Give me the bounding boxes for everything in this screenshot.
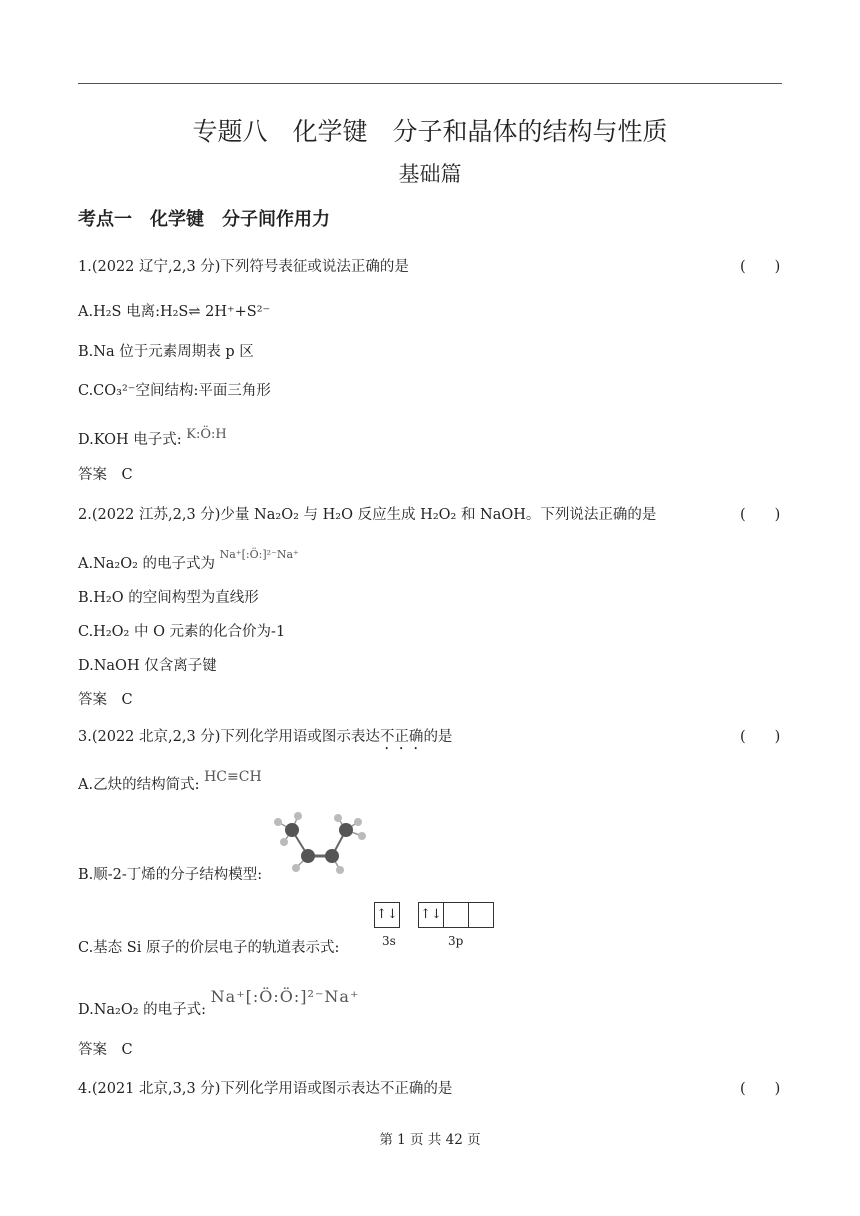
- q3-option-a-label: A.乙炔的结构简式:: [78, 777, 200, 793]
- q3-answer: 答案 C: [78, 1042, 133, 1058]
- q3-stem-pre: 3.(2022 北京,2,3 分)下列化学用语或图示表达: [78, 729, 380, 745]
- q3-option-b: B.顺-2-丁烯的分子结构模型:: [78, 867, 263, 883]
- page-footer: 第 1 页 共 42 页: [379, 1132, 481, 1148]
- q3-option-a: [78, 769, 262, 794]
- orbital-3s-label: 3s: [382, 934, 396, 948]
- q2-stem: 2.(2022 江苏,2,3 分)少量 Na₂O₂ 与 H₂O 反应生成 H₂O₂ 和 NaOH。下列说法正确的是: [78, 507, 657, 523]
- orbital-3p-box-2: [443, 902, 469, 928]
- q2-answer-paren: ( ): [740, 507, 781, 523]
- cis-2-butene-model: [268, 812, 368, 878]
- q1-option-d-label: D.KOH 电子式:: [78, 432, 182, 448]
- page-title: 专题八 化学键 分子和晶体的结构与性质: [192, 117, 668, 146]
- q2-option-c: C.H₂O₂ 中 O 元素的化合价为-1: [78, 624, 286, 640]
- q1-option-b: B.Na 位于元素周期表 p 区: [78, 344, 254, 360]
- section-heading: 考点一 化学键 分子间作用力: [78, 209, 330, 230]
- q3-option-c: C.基态 Si 原子的价层电子的轨道表示式:: [78, 940, 340, 956]
- q2-option-a-label: A.Na₂O₂ 的电子式为: [78, 556, 216, 572]
- q4-answer-paren: ( ): [740, 1081, 781, 1097]
- orbital-3p-box-1: ↑↓: [418, 902, 444, 928]
- q3-option-d-label: D.Na₂O₂ 的电子式:: [78, 1002, 207, 1018]
- q1-answer: 答案 C: [78, 467, 133, 483]
- q1-answer-paren: ( ): [740, 259, 781, 275]
- acetylene-formula: HC≡CH: [204, 769, 262, 785]
- q2-option-a: [78, 548, 299, 573]
- q1-option-d: [78, 428, 227, 449]
- na2o2-electron-formula-small: Na⁺[:Ö:]²⁻Na⁺: [219, 548, 299, 561]
- orbital-3s-box: ↑↓: [374, 902, 400, 928]
- na2o2-electron-formula: Na⁺[:Ö:Ö:]²⁻Na⁺: [210, 987, 360, 1006]
- orbital-3p-box-3: [468, 902, 494, 928]
- header-rule: [78, 83, 782, 84]
- orbital-3p-label: 3p: [448, 934, 464, 948]
- q3-answer-paren: ( ): [740, 729, 781, 745]
- q1-option-a: A.H₂S 电离:H₂S⇌ 2H⁺+S²⁻: [78, 304, 271, 320]
- q4-stem: 4.(2021 北京,3,3 分)下列化学用语或图示表达不正确的是: [78, 1081, 453, 1097]
- q3-stem: [78, 725, 452, 753]
- q1-stem: 1.(2022 辽宁,2,3 分)下列符号表征或说法正确的是: [78, 259, 409, 275]
- q2-option-d: D.NaOH 仅含离子键: [78, 658, 217, 674]
- q2-answer: 答案 C: [78, 692, 133, 708]
- q3-stem-emphasis: 不正确: [379, 729, 424, 745]
- q1-option-c: C.CO₃²⁻空间结构:平面三角形: [78, 383, 271, 399]
- q2-option-b: B.H₂O 的空间构型为直线形: [78, 590, 259, 606]
- q3-option-d: [78, 987, 360, 1019]
- page-subtitle: 基础篇: [398, 162, 462, 186]
- koh-electron-formula: K:Ö:H: [186, 427, 227, 442]
- q3-stem-post: 的是: [423, 729, 453, 745]
